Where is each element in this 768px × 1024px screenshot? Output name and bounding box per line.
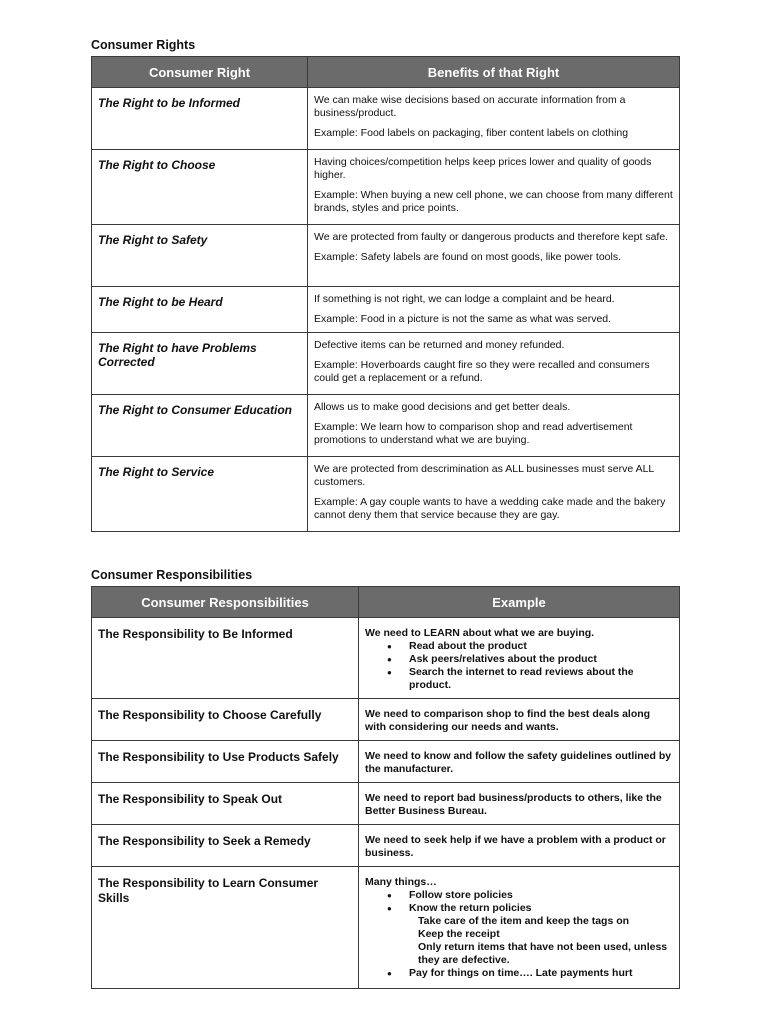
responsibilities-table: [91, 586, 680, 989]
right-benefit-cell: [308, 88, 680, 150]
responsibility-example: We need to report bad business/products to others, like the Better Business Bureau.: [359, 783, 680, 825]
table-row: [92, 395, 680, 457]
right-benefit: Defective items can be returned and money refunded.: [314, 339, 565, 351]
table-row: [92, 88, 680, 150]
responsibility-example: Many things…: [365, 876, 437, 888]
responsibility-name: The Responsibility to Use Products Safely: [92, 741, 359, 783]
bullet-list: [365, 640, 673, 692]
responsibility-name: The Responsibility to Be Informed: [92, 618, 359, 699]
right-name: The Right to Choose: [92, 150, 308, 225]
responsibility-example: We need to comparison shop to find the best deals along with considering our needs and wants.: [359, 699, 680, 741]
right-name: The Right to have Problems Corrected: [92, 333, 308, 395]
table-row: [92, 225, 680, 287]
responsibility-name: The Responsibility to Seek a Remedy: [92, 825, 359, 867]
right-benefit: We are protected from faulty or dangerous products and therefore kept safe.: [314, 231, 669, 243]
list-item: ● Know the return policies: [409, 902, 673, 915]
list-item: ● Read about the product: [409, 640, 673, 653]
right-name: The Right to Safety: [92, 225, 308, 287]
table-row: [92, 618, 680, 699]
list-item: ● Pay for things on time…. Late payments hurt: [409, 967, 673, 980]
right-benefit: Allows us to make good decisions and get better deals.: [314, 401, 571, 413]
list-item: ● Search the internet to read reviews about the product.: [409, 666, 673, 692]
right-name: The Right to Consumer Education: [92, 395, 308, 457]
right-benefit-cell: [308, 150, 680, 225]
responsibility-example-cell: [359, 867, 680, 989]
right-benefit: We can make wise decisions based on accurate information from a business/product.: [314, 94, 626, 119]
responsibilities-header-example: Example: [359, 587, 680, 618]
responsibility-name: The Responsibility to Speak Out: [92, 783, 359, 825]
bullet-list: [365, 889, 673, 915]
right-benefit-cell: [308, 395, 680, 457]
responsibilities-header-row: [92, 587, 680, 618]
right-example: Example: We learn how to comparison shop and read advertisement promotions to understand what we are buying.: [314, 421, 633, 446]
rights-table: [91, 56, 680, 532]
responsibility-example-cell: [359, 618, 680, 699]
right-benefit: We are protected from descrimination as ALL businesses must serve ALL customers.: [314, 463, 654, 488]
sub-item: Only return items that have not been used, unless they are defective.: [418, 941, 668, 966]
table-row: [92, 699, 680, 741]
right-benefit: Having choices/competition helps keep prices lower and quality of goods higher.: [314, 156, 652, 181]
table-row: [92, 741, 680, 783]
table-row: [92, 333, 680, 395]
responsibilities-header-name: Consumer Responsibilities: [92, 587, 359, 618]
responsibilities-section-title: Consumer Responsibilities: [91, 568, 253, 582]
table-row: [92, 825, 680, 867]
list-item: ● Ask peers/relatives about the product: [409, 653, 673, 666]
rights-section-title: Consumer Rights: [91, 38, 196, 52]
right-benefit-cell: [308, 457, 680, 532]
responsibility-name: The Responsibility to Choose Carefully: [92, 699, 359, 741]
right-name: The Right to be Heard: [92, 287, 308, 333]
right-name: The Right to Service: [92, 457, 308, 532]
right-benefit-cell: [308, 287, 680, 333]
right-example: Example: When buying a new cell phone, we can choose from many different brands, styles and price points.: [314, 189, 673, 214]
responsibility-example: We need to know and follow the safety guidelines outlined by the manufacturer.: [359, 741, 680, 783]
right-example: Example: Food in a picture is not the same as what was served.: [314, 313, 612, 325]
table-row: [92, 457, 680, 532]
rights-header-row: [92, 57, 680, 88]
sub-item: Keep the receipt: [418, 928, 500, 940]
right-benefit-cell: [308, 225, 680, 287]
table-row: [92, 783, 680, 825]
list-item: ● Follow store policies: [409, 889, 673, 902]
rights-header-right: Consumer Right: [92, 57, 308, 88]
sub-item: Take care of the item and keep the tags on: [418, 915, 630, 927]
right-example: Example: Food labels on packaging, fiber content labels on clothing: [314, 127, 629, 139]
bullet-list: [365, 967, 673, 980]
right-benefit-cell: [308, 333, 680, 395]
responsibility-name: The Responsibility to Learn Consumer Skills: [92, 867, 359, 989]
right-example: Example: Safety labels are found on most goods, like power tools.: [314, 251, 622, 263]
table-row: [92, 867, 680, 989]
right-example: Example: A gay couple wants to have a wedding cake made and the bakery cannot deny them that service because they are gay.: [314, 496, 666, 521]
right-example: Example: Hoverboards caught fire so they were recalled and consumers could get a replacement or a refund.: [314, 359, 650, 384]
right-benefit: If something is not right, we can lodge a complaint and be heard.: [314, 293, 615, 305]
responsibility-example: We need to LEARN about what we are buying.: [365, 627, 595, 639]
table-row: [92, 150, 680, 225]
right-name: The Right to be Informed: [92, 88, 308, 150]
responsibility-example: We need to seek help if we have a problem with a product or business.: [359, 825, 680, 867]
rights-header-benefit: Benefits of that Right: [308, 57, 680, 88]
table-row: [92, 287, 680, 333]
